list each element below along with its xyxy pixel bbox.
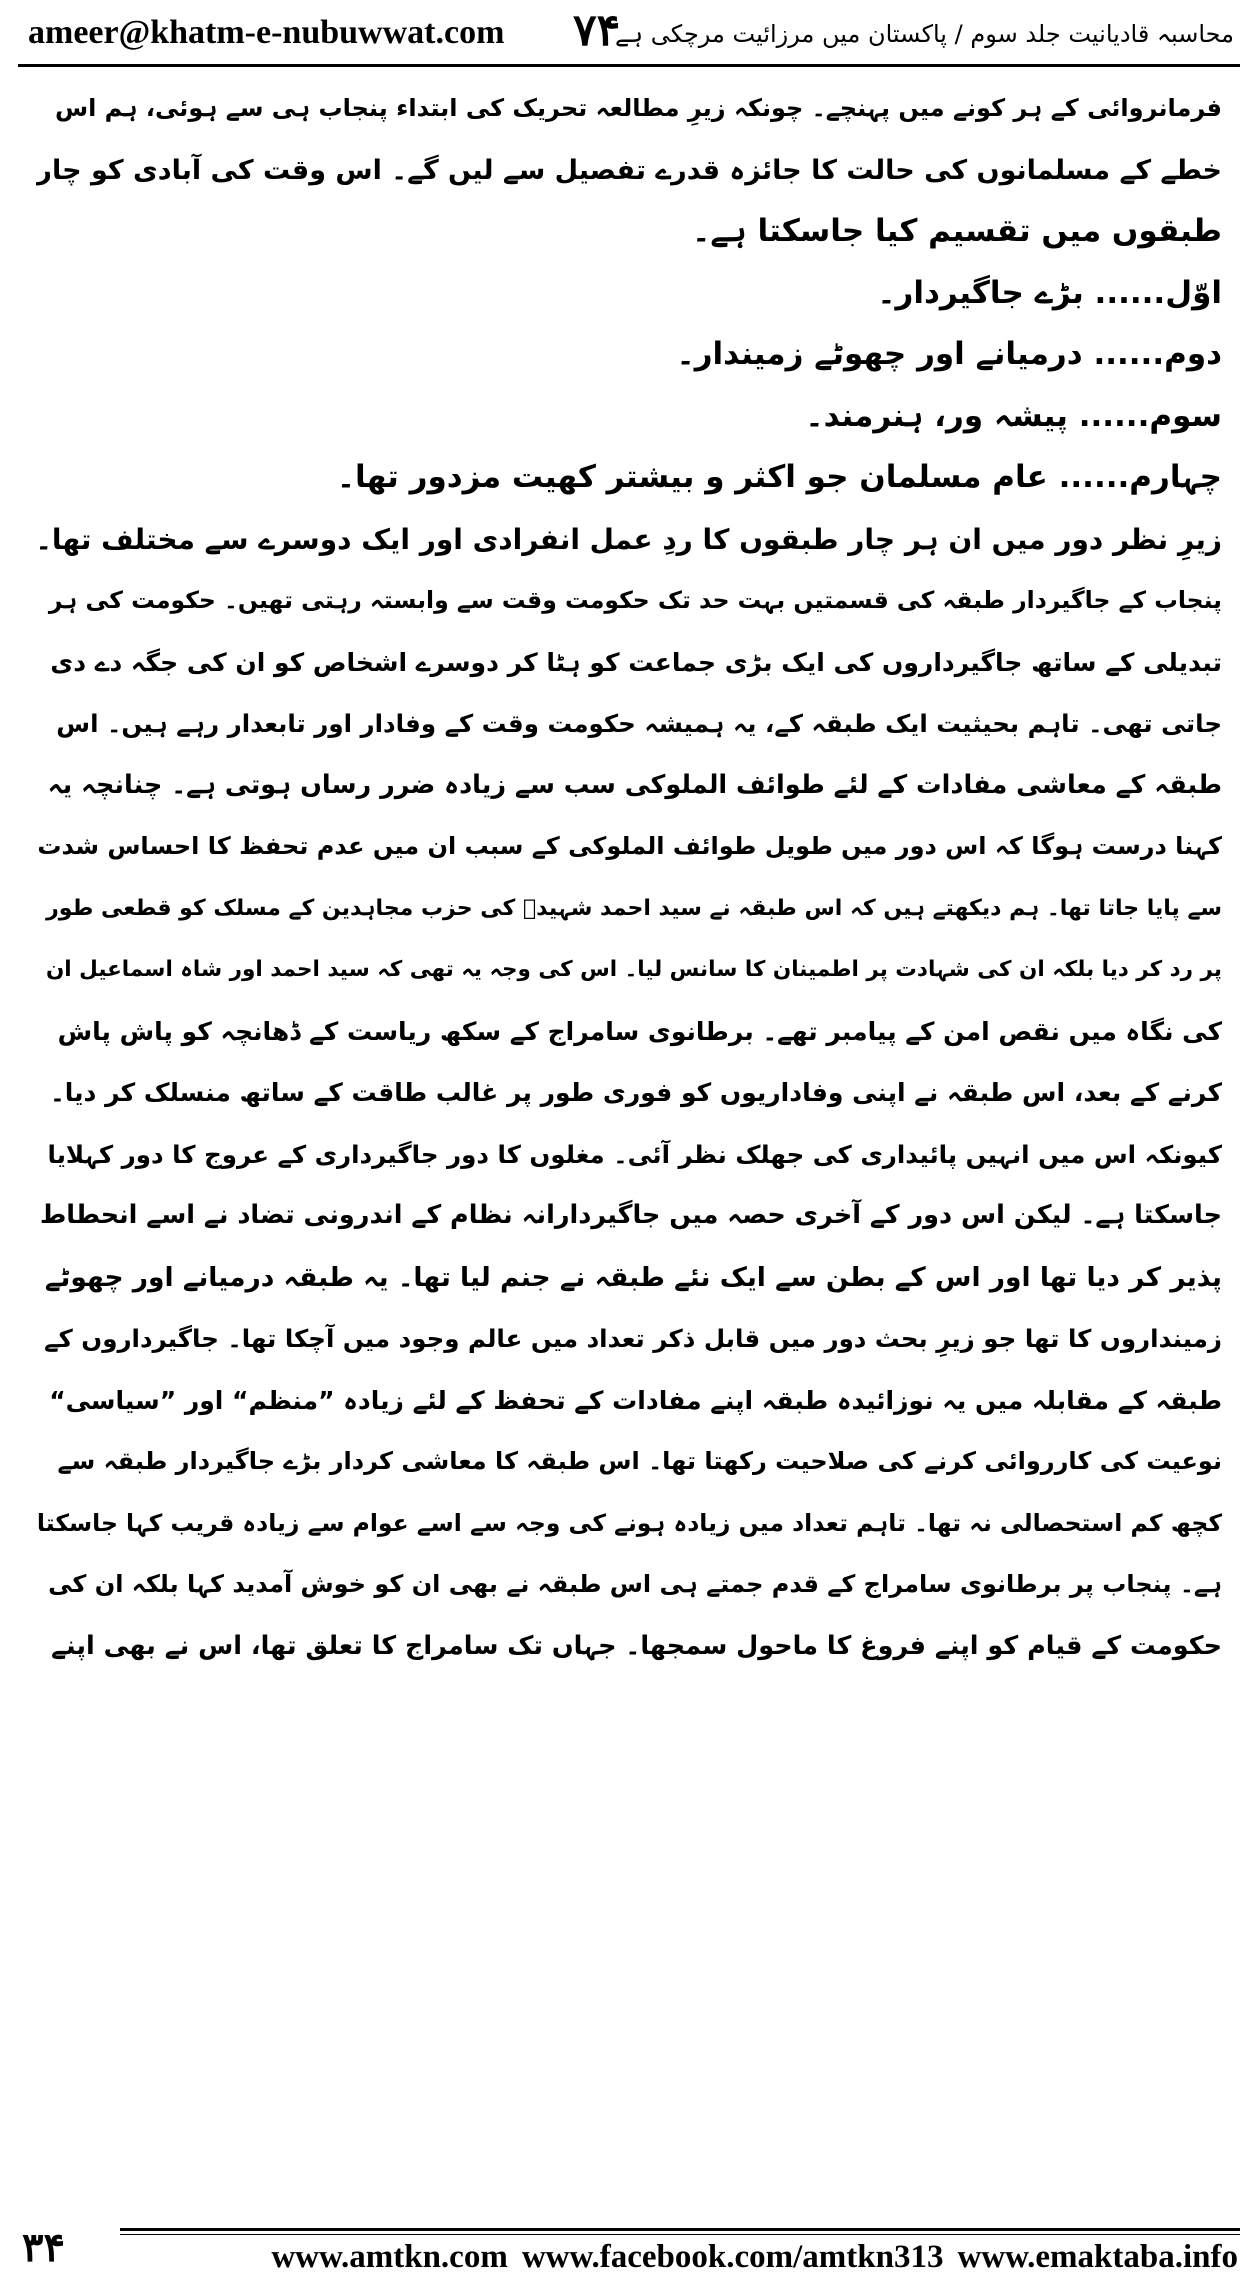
header-email: ameer@khatm-e-nubuwwat.com (28, 14, 505, 51)
footer-link[interactable]: www.amtkn.com (271, 2239, 508, 2275)
text-line: دوم...... درمیانے اور چھوٹے زمیندار۔ (676, 336, 1222, 372)
text-line: طبقہ کے مقابلہ میں یہ نوزائیدہ طبقہ اپنے مفادات کے تحفظ کے لئے زیادہ ”منظم“ اور ”سیاسی“ (49, 1385, 1222, 1415)
footer-link[interactable]: www.facebook.com/amtkn313 (521, 2239, 944, 2275)
text-line: کہنا درست ہوگا کہ اس دور میں طویل طوائف الملوکی کے سبب ان میں عدم تحفظ کا احساس شدت (37, 832, 1222, 860)
text-line: پر رد کر دیا بلکہ ان کی شہادت پر اطمینان کا سانس لیا۔ اس کی وجہ یہ تھی کہ سید احمد اور شاہ اسماعیل ان (45, 957, 1222, 982)
header-page-number: ۷۴ (573, 5, 621, 56)
text-line: سے پایا جاتا تھا۔ ہم دیکھتے ہیں کہ اس طبقہ نے سید احمد شہیدؒ کی حزب مجاہدین کے مسلک کو قطعی طور (46, 895, 1222, 921)
text-line: کیونکہ اس میں انہیں پائیداری کی جھلک نظر آئی۔ مغلوں کا دور جاگیرداری کے عروج کا دور کہلایا (47, 1139, 1222, 1169)
text-line: طبقوں میں تقسیم کیا جاسکتا ہے۔ (692, 213, 1222, 249)
footer-divider (120, 2228, 1240, 2231)
text-line: نوعیت کی کارروائی کرنے کی صلاحیت رکھتا تھا۔ اس طبقہ کا معاشی کردار بڑے جاگیردار طبقہ سے (57, 1447, 1222, 1475)
footer-divider-thin (120, 2234, 1240, 2235)
text-line: فرمانروائی کے ہر کونے میں پہنچے۔ چونکہ زیرِ مطالعہ تحریک کی ابتداء پنجاب ہی سے ہوئی، ہم اس (54, 94, 1222, 122)
text-line: اوّل...... بڑے جاگیردار۔ (877, 274, 1222, 311)
text-line: خطے کے مسلمانوں کی حالت کا جائزہ قدرے تفصیل سے لیں گے۔ اس وقت کی آبادی کو چار (36, 154, 1222, 186)
header-book-title: محاسبہ قادیانیت جلد سوم / پاکستان میں مرزائیت مرچکی ہے (614, 20, 1234, 48)
footer-page-number: ۳۴ (22, 2224, 65, 2271)
text-line: پنجاب کے جاگیردار طبقہ کی قسمتیں بہت حد تک حکومت وقت سے وابستہ رہتی تھیں۔ حکومت کی ہر (48, 586, 1222, 614)
text-line: تبدیلی کے ساتھ جاگیرداروں کی ایک بڑی جماعت کو ہٹا کر دوسرے اشخاص کو ان کی جگہ دے دی (50, 647, 1222, 677)
text-line: حکومت کے قیام کو اپنے فروغ کا ماحول سمجھا۔ جہاں تک سامراج کا تعلق تھا، اس نے بھی اپنے (51, 1630, 1222, 1661)
text-line: جاتی تھی۔ تاہم بحیثیت ایک طبقہ کے، یہ ہمیشہ حکومت وقت کے وفادار اور تابعدار رہے ہیں۔ اس (56, 709, 1222, 738)
footer-links (257, 2236, 1238, 2278)
page-footer (0, 2222, 1258, 2279)
text-line: ہے۔ پنجاب پر برطانوی سامراج کے قدم جمتے ہی اس طبقہ نے بھی ان کو خوش آمدید کہا بلکہ ان کی (48, 1570, 1222, 1598)
text-line: طبقہ کے معاشی مفادات کے لئے طوائف الملوکی سب سے زیادہ ضرر رساں ہوتی ہے۔ چنانچہ یہ (47, 769, 1222, 800)
text-line: پذیر کر دیا تھا اور اس کے بطن سے ایک نئے طبقہ نے جنم لیا تھا۔ یہ طبقہ درمیانے اور چھوٹے (44, 1261, 1222, 1293)
text-line: جاسکتا ہے۔ لیکن اس دور کے آخری حصہ میں جاگیردارانہ نظام کے اندرونی تضاد نے اسے انحطاط (39, 1200, 1222, 1230)
header-divider (18, 64, 1240, 67)
text-line: کچھ کم استحصالی نہ تھا۔ تاہم تعداد میں زیادہ ہونے کی وجہ سے اسے عوام سے زیادہ قریب کہا جاسکتا (36, 1508, 1222, 1537)
text-line: کی نگاہ میں نقص امن کے پیامبر تھے۔ برطانوی سامراج کے سکھ ریاست کے ڈھانچہ کو پاش پاش (57, 1016, 1222, 1046)
body-text (36, 78, 1222, 1677)
text-line: سوم...... پیشہ ور، ہنرمند۔ (805, 397, 1222, 434)
footer-link[interactable]: www.emaktaba.info (957, 2239, 1238, 2275)
text-line: زیرِ نظر دور میں ان ہر چار طبقوں کا ردِ عمل انفرادی اور ایک دوسرے سے مختلف تھا۔ (36, 522, 1222, 556)
page-header (18, 6, 1240, 64)
text-line: چہارم...... عام مسلمان جو اکثر و بیشتر کھیت مزدور تھا۔ (336, 459, 1222, 495)
text-line: کرنے کے بعد، اس طبقہ نے اپنی وفاداریوں کو فوری طور پر غالب طاقت کے ساتھ منسلک کر دیا۔ (50, 1078, 1222, 1107)
text-line: زمینداروں کا تھا جو زیرِ بحث دور میں قابل ذکر تعداد میں عالم وجود میں آچکا تھا۔ جاگیرداروں کے (44, 1324, 1222, 1353)
